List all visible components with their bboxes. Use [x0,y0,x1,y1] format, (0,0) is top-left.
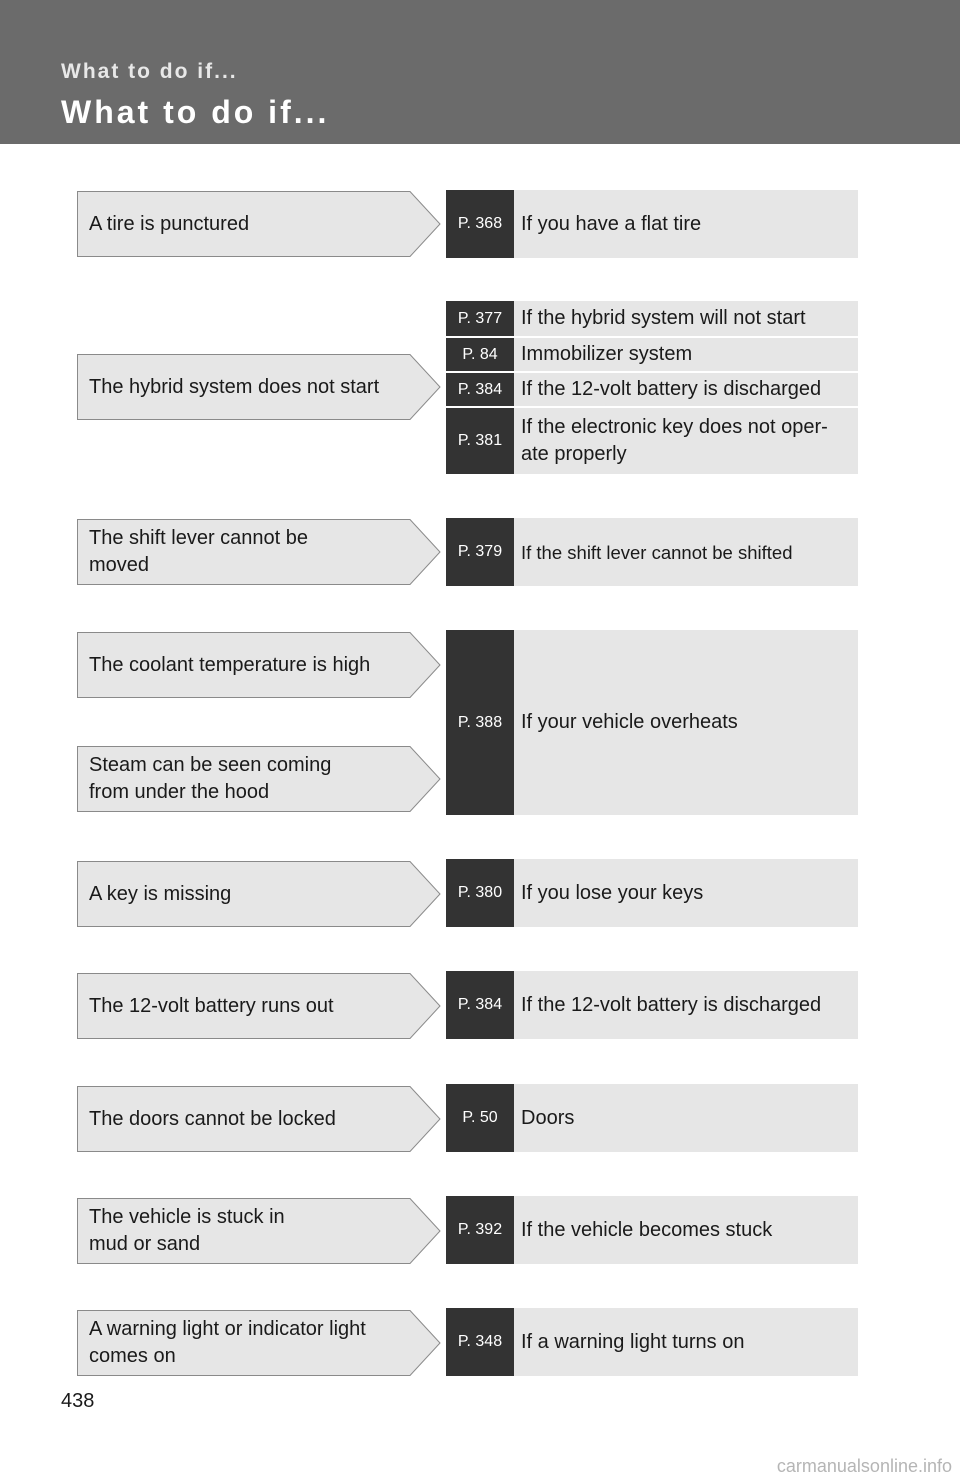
reference-row[interactable] [446,336,858,371]
reference-description: If the electronic key does not oper- ate properly [514,408,858,474]
trouble-box [77,191,441,257]
trouble-box [77,861,441,927]
reference-row[interactable] [446,301,858,336]
trouble-box [77,354,441,420]
page-reference[interactable]: P. 50 [446,1084,514,1152]
trouble-text: A warning light or indicator light comes on [89,1318,366,1367]
page-reference[interactable]: P. 379 [446,518,514,586]
reference-description: If your vehicle overheats [514,630,858,815]
trouble-text: The shift lever cannot be moved [89,527,309,576]
trouble-text: A key is missing [89,882,232,905]
trouble-box [77,1086,441,1152]
reference-row[interactable] [446,859,858,927]
reference-description: Immobilizer system [514,338,858,371]
reference-description: If the hybrid system will not start [514,301,858,336]
page-reference[interactable]: P. 384 [446,971,514,1039]
reference-row[interactable] [446,190,858,258]
page-reference[interactable]: P. 380 [446,859,514,927]
trouble-box [77,973,441,1039]
reference-row[interactable] [446,371,858,406]
reference-row[interactable] [446,971,858,1039]
reference-description: If you have a flat tire [514,190,858,258]
reference-description: If you lose your keys [514,859,858,927]
trouble-text: The coolant temperature is high [89,653,371,676]
page-header [0,0,960,144]
trouble-text: Steam can be seen coming from under the hood [89,754,332,803]
trouble-text: The vehicle is stuck in mud or sand [89,1206,285,1255]
page-reference[interactable]: P. 384 [446,373,514,406]
trouble-text: The 12-volt battery runs out [89,994,334,1017]
reference-description: If a warning light turns on [514,1308,858,1376]
reference-description: If the 12-volt battery is discharged [514,373,858,406]
trouble-box [77,519,441,585]
reference-description: If the vehicle becomes stuck [514,1196,858,1264]
reference-row[interactable] [446,1308,858,1376]
reference-row[interactable] [446,1084,858,1152]
reference-description: Doors [514,1084,858,1152]
page-reference[interactable]: P. 377 [446,301,514,336]
page-reference[interactable]: P. 388 [446,630,514,815]
reference-description: If the shift lever cannot be shifted [514,518,858,586]
watermark: carmanualsonline.info [776,1456,952,1476]
reference-row[interactable] [446,1196,858,1264]
trouble-box [77,1310,441,1376]
reference-row[interactable] [446,518,858,586]
page-reference[interactable]: P. 381 [446,408,514,474]
trouble-text: A tire is punctured [89,212,250,235]
reference-description: If the 12-volt battery is discharged [514,971,858,1039]
trouble-box [77,632,441,698]
reference-row[interactable] [446,630,858,815]
header-subtitle: What to do if... [61,60,238,83]
reference-row[interactable] [446,406,858,474]
trouble-box [77,746,441,812]
trouble-text: The hybrid system does not start [89,375,380,398]
page-reference[interactable]: P. 84 [446,338,514,371]
page-reference[interactable]: P. 348 [446,1308,514,1376]
page-reference[interactable]: P. 368 [446,190,514,258]
page-title: What to do if... [61,94,330,130]
trouble-box [77,1198,441,1264]
page-reference[interactable]: P. 392 [446,1196,514,1264]
trouble-text: The doors cannot be locked [89,1107,336,1130]
page-number: 438 [61,1390,95,1412]
